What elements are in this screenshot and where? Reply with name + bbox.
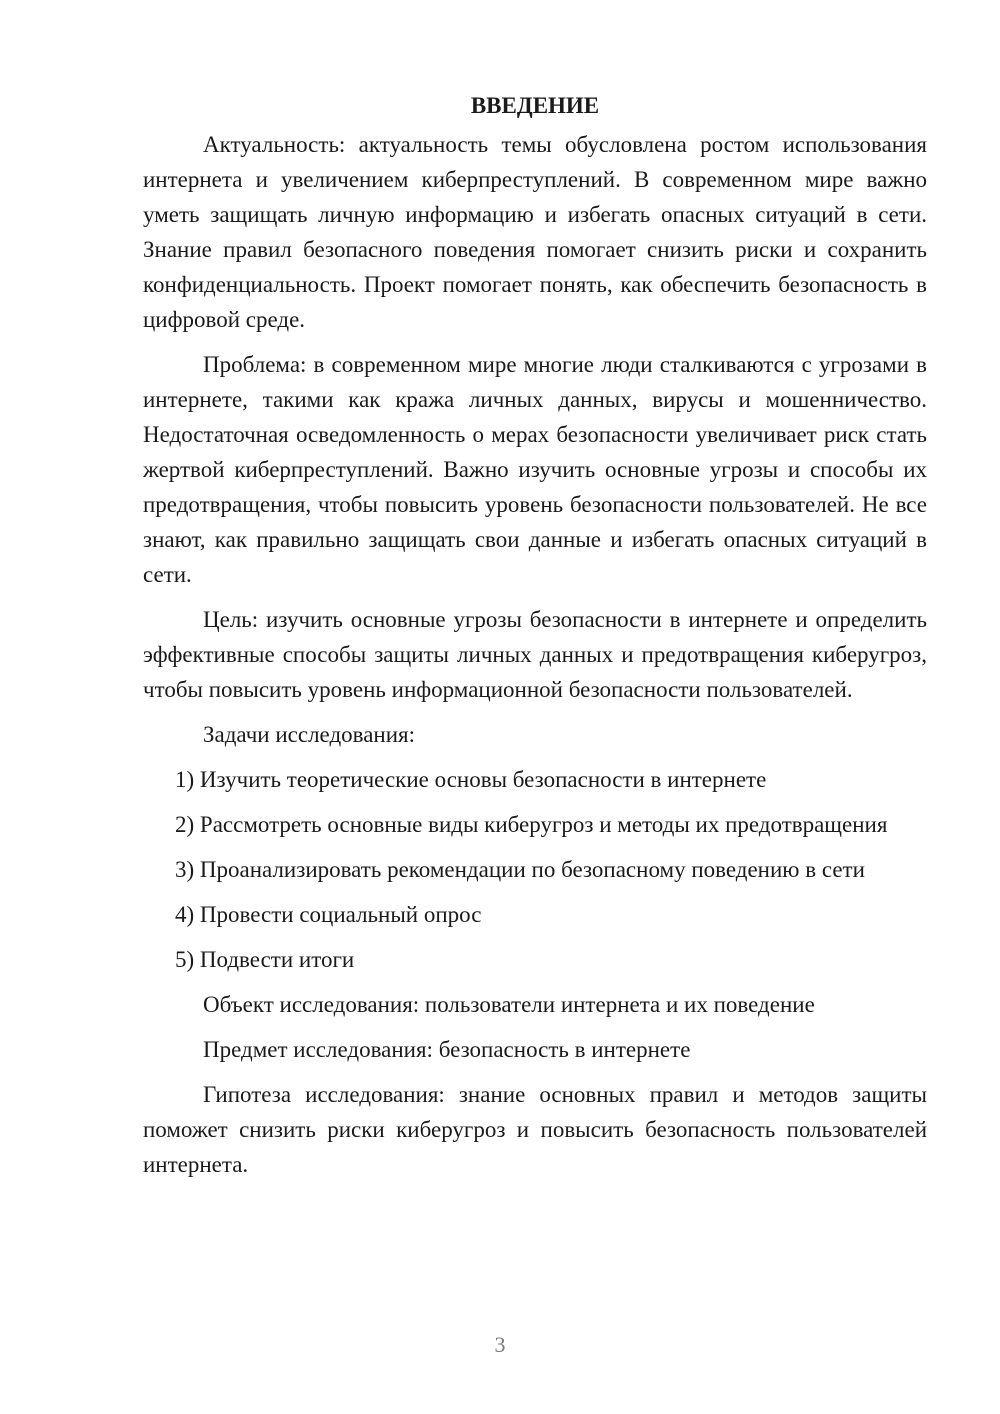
tasks-heading: Задачи исследования: xyxy=(203,722,416,747)
page-title: ВВЕДЕНИЕ xyxy=(470,93,600,118)
relevance-paragraph: Актуальность: актуальность темы обусловлена ростом использования интернета и увеличением киберпреступлений. В современном мире важно уметь защищать личную информацию и избегать опасных ситуаций в сети. Знание правил безопасного поведения помогает снизить риски и сохранить конфиденциальность. Проект помогает понять, как обеспечить безопасность в цифровой среде. xyxy=(143,132,927,332)
task-item: 1) Изучить теоретические основы безопасности в интернете xyxy=(175,767,767,792)
goal-paragraph: Цель: изучить основные угрозы безопасности в интернете и определить эффективные способы защиты личных данных и предотвращения киберугроз, чтобы повысить уровень информационной безопасности пользователей. xyxy=(143,607,927,702)
page-number: 3 xyxy=(494,1332,506,1357)
task-item: 4) Провести социальный опрос xyxy=(175,902,482,927)
task-item: 3) Проанализировать рекомендации по безопасному поведению в сети xyxy=(175,857,865,882)
task-item: 5) Подвести итоги xyxy=(175,947,355,972)
research-hypothesis: Гипотеза исследования: знание основных правил и методов защиты поможет снизить риски киберугроз и повысить безопасность пользователей интернета. xyxy=(143,1082,927,1177)
research-subject: Предмет исследования: безопасность в интернете xyxy=(203,1037,691,1062)
research-object: Объект исследования: пользователи интернета и их поведение xyxy=(203,992,815,1017)
document-page xyxy=(143,88,927,1192)
task-item: 2) Рассмотреть основные виды киберугроз и методы их предотвращения xyxy=(175,812,888,837)
problem-paragraph: Проблема: в современном мире многие люди сталкиваются с угрозами в интернете, такими как кража личных данных, вирусы и мошенничество. Недостаточная осведомленность о мерах безопасности увеличивает риск стать жертвой киберпреступлений. Важно изучить основные угрозы и способы их предотвращения, чтобы повысить уровень безопасности пользователей. Не все знают, как правильно защищать свои данные и избегать опасных ситуаций в сети. xyxy=(143,352,927,587)
